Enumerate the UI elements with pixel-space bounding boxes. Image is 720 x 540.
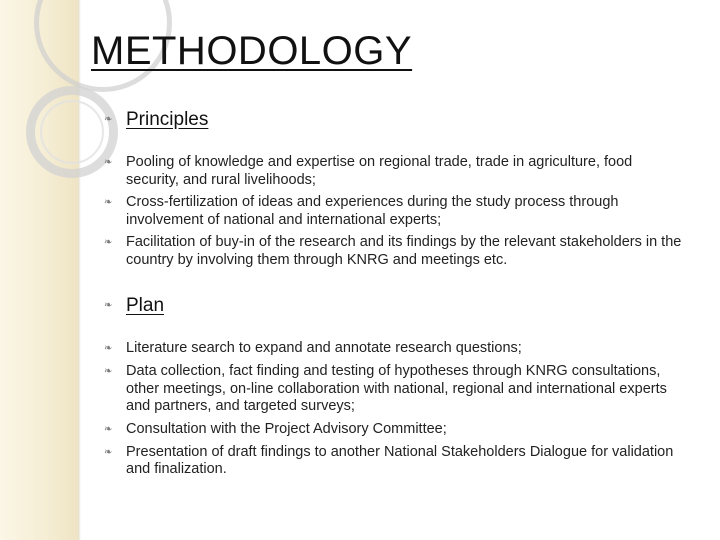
bullet-icon: ❧: [104, 366, 113, 377]
bullet-icon: ❧: [104, 446, 113, 458]
list-item-text: Data collection, fact finding and testing of hypotheses through KNRG consultations, other meetings, on-line collaboration with national, regional and international experts and partners, and targeted surveys;: [126, 363, 667, 414]
section-heading-row: [104, 294, 684, 318]
list-item: [104, 421, 684, 439]
decorative-ring-inner: [40, 100, 104, 164]
list-item-text: Cross-fertilization of ideas and experiences during the study process through involvement of national and international experts;: [126, 194, 619, 228]
section-plan: [104, 294, 684, 479]
list-item: [104, 444, 684, 479]
list-item-text: Literature search to expand and annotate research questions;: [126, 340, 522, 356]
list-item: [104, 340, 684, 358]
bullet-icon: ❧: [104, 237, 113, 248]
list-item: [104, 194, 684, 229]
section-heading-principles: Principles: [126, 109, 209, 130]
list-item: [104, 363, 684, 416]
slide-title: METHODOLOGY: [91, 29, 413, 73]
list-item: [104, 234, 684, 269]
bullet-icon: ❧: [104, 197, 113, 208]
list-item-text: Consultation with the Project Advisory Committee;: [126, 420, 447, 437]
bullet-icon: ❧: [104, 157, 113, 168]
section-heading-plan: Plan: [126, 295, 165, 316]
section-heading-row: [104, 108, 684, 132]
bullet-icon: ❧: [104, 114, 113, 125]
section-principles: [104, 108, 684, 269]
bullet-icon: ❧: [104, 300, 113, 311]
list-item-text: Facilitation of buy-in of the research and its findings by the relevant stakeholders in the country by involving them through KNRG and meetings etc.: [126, 234, 682, 268]
bullet-icon: ❧: [104, 423, 113, 435]
list-item: [104, 154, 684, 189]
bullet-icon: ❧: [104, 343, 113, 354]
list-item-text: Pooling of knowledge and expertise on regional trade, trade in agriculture, food security, and rural livelihoods;: [126, 154, 633, 188]
slide-content: [104, 108, 684, 484]
list-item-text: Presentation of draft findings to another National Stakeholders Dialogue for validation and finalization.: [126, 443, 674, 477]
